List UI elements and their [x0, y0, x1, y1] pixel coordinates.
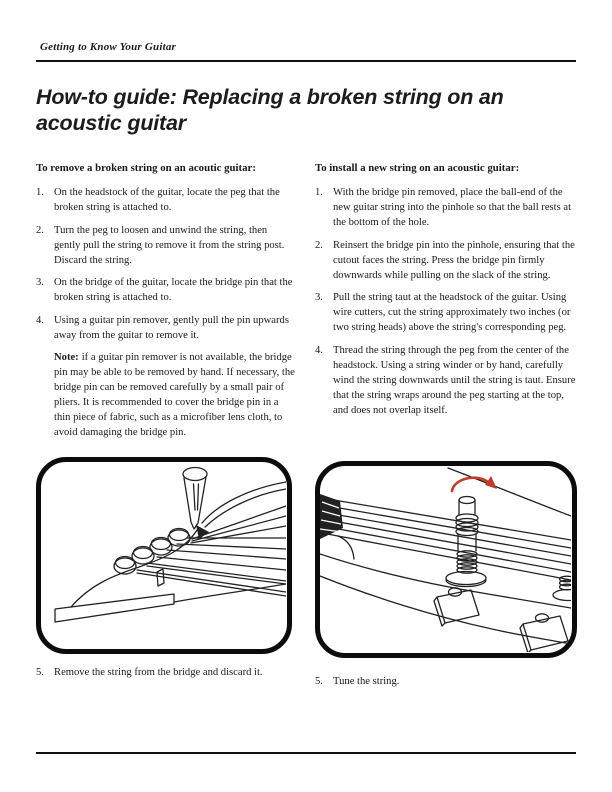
header-rule [36, 60, 576, 62]
bridge-illustration-frame [36, 457, 292, 654]
step-text: On the bridge of the guitar, locate the bridge pin that the broken string is attached to. [54, 277, 293, 303]
step-number: 1. [36, 187, 44, 198]
bridge-pin-removal-illustration [41, 462, 286, 648]
pulled-pin-head [183, 468, 207, 481]
running-header: Getting to Know Your Guitar [40, 41, 177, 53]
footer-rule [36, 752, 576, 754]
step-number: 1. [315, 187, 323, 198]
note-paragraph [36, 350, 295, 440]
pulled-pin-slot [194, 484, 199, 510]
step-item [36, 185, 295, 215]
step-number: 3. [315, 292, 323, 303]
page-title: How-to guide: Replacing a broken string on an acoustic guitar [36, 85, 504, 135]
step-item [315, 185, 577, 230]
step-number: 3. [36, 277, 44, 288]
guitar-strings [322, 498, 571, 580]
step-number: 4. [36, 314, 44, 326]
tuner-housing [437, 590, 479, 623]
post-washer [553, 590, 571, 601]
step-text: Using a guitar pin remover, gently pull the pin upwards away from the guitar to remove it. [54, 314, 289, 341]
headstock-face-edge [320, 554, 571, 608]
step-item [315, 343, 577, 418]
remove-section-heading: To remove a broken string on an acoutic guitar: [36, 162, 256, 174]
step-number: 2. [315, 239, 323, 251]
step-item [36, 313, 295, 343]
tuning-peg-illustration [320, 466, 571, 652]
headstock-top-edge [448, 468, 571, 516]
bridge-wing-outline [71, 530, 197, 607]
step-text: Thread the string through the peg from the center of the headstock. Using a string winder or by hand, carefully wind the string downwards until the string is taut. Ensure that the string wraps around the peg starting at the top, and does not overlap itself. [333, 344, 576, 416]
remove-section [36, 161, 295, 440]
install-steps-list [315, 185, 577, 418]
remove-final-step [36, 665, 295, 680]
loose-string-curve [202, 482, 286, 523]
step-text: Pull the string taut at the headstock of the guitar. Using wire cutters, cut the string approximately two inches (or two string heads) above the string's corresponding peg. [333, 292, 571, 333]
step-text: Reinsert the bridge pin into the pinhole, ensuring that the cutout faces the string. Press the bridge pin firmly downwards while pulling on the slack of the string. [333, 239, 575, 281]
step-text: On the headstock of the guitar, locate the peg that the broken string is attached to. [54, 187, 280, 213]
step-text: Turn the peg to loosen and unwind the string, then gently pull the string to remove it from the string post. Discard the string. [54, 224, 285, 266]
step-item [36, 223, 295, 268]
step-number: 5. [36, 667, 44, 678]
step-text: With the bridge pin removed, place the ball-end of the new guitar string into the pinhole so that the ball rests at the bottom of the hole. [333, 187, 572, 228]
bridge-base-slab [55, 594, 174, 622]
remove-steps-list [36, 185, 295, 343]
step-text: Remove the string from the bridge and discard it. [54, 667, 263, 678]
tuning-post-cap [459, 497, 475, 504]
step-item [315, 238, 577, 283]
install-section-heading: To install a new string on an acoustic guitar: [315, 162, 520, 174]
step-text: Tune the string. [333, 676, 400, 687]
step-item [315, 290, 577, 335]
step-item [36, 275, 295, 305]
install-final-step [315, 674, 577, 689]
rotation-arrow-icon [452, 476, 497, 491]
step-number: 5. [315, 676, 323, 687]
install-section [315, 161, 577, 425]
step-number: 4. [315, 344, 323, 356]
note-label: Note: [54, 352, 79, 363]
note-text: if a guitar pin remover is not available, the bridge pin may be able to be removed by hand. If necessary, the bridge pin can be removed carefully by a small pair of pliers. It is recommended to cover the bridge pin in a thin piece of fabric, such as a microfiber lens cloth, to avoid damaging the bridge pin. [54, 352, 295, 438]
headstock-illustration-frame [315, 461, 577, 658]
step-number: 2. [36, 224, 44, 236]
